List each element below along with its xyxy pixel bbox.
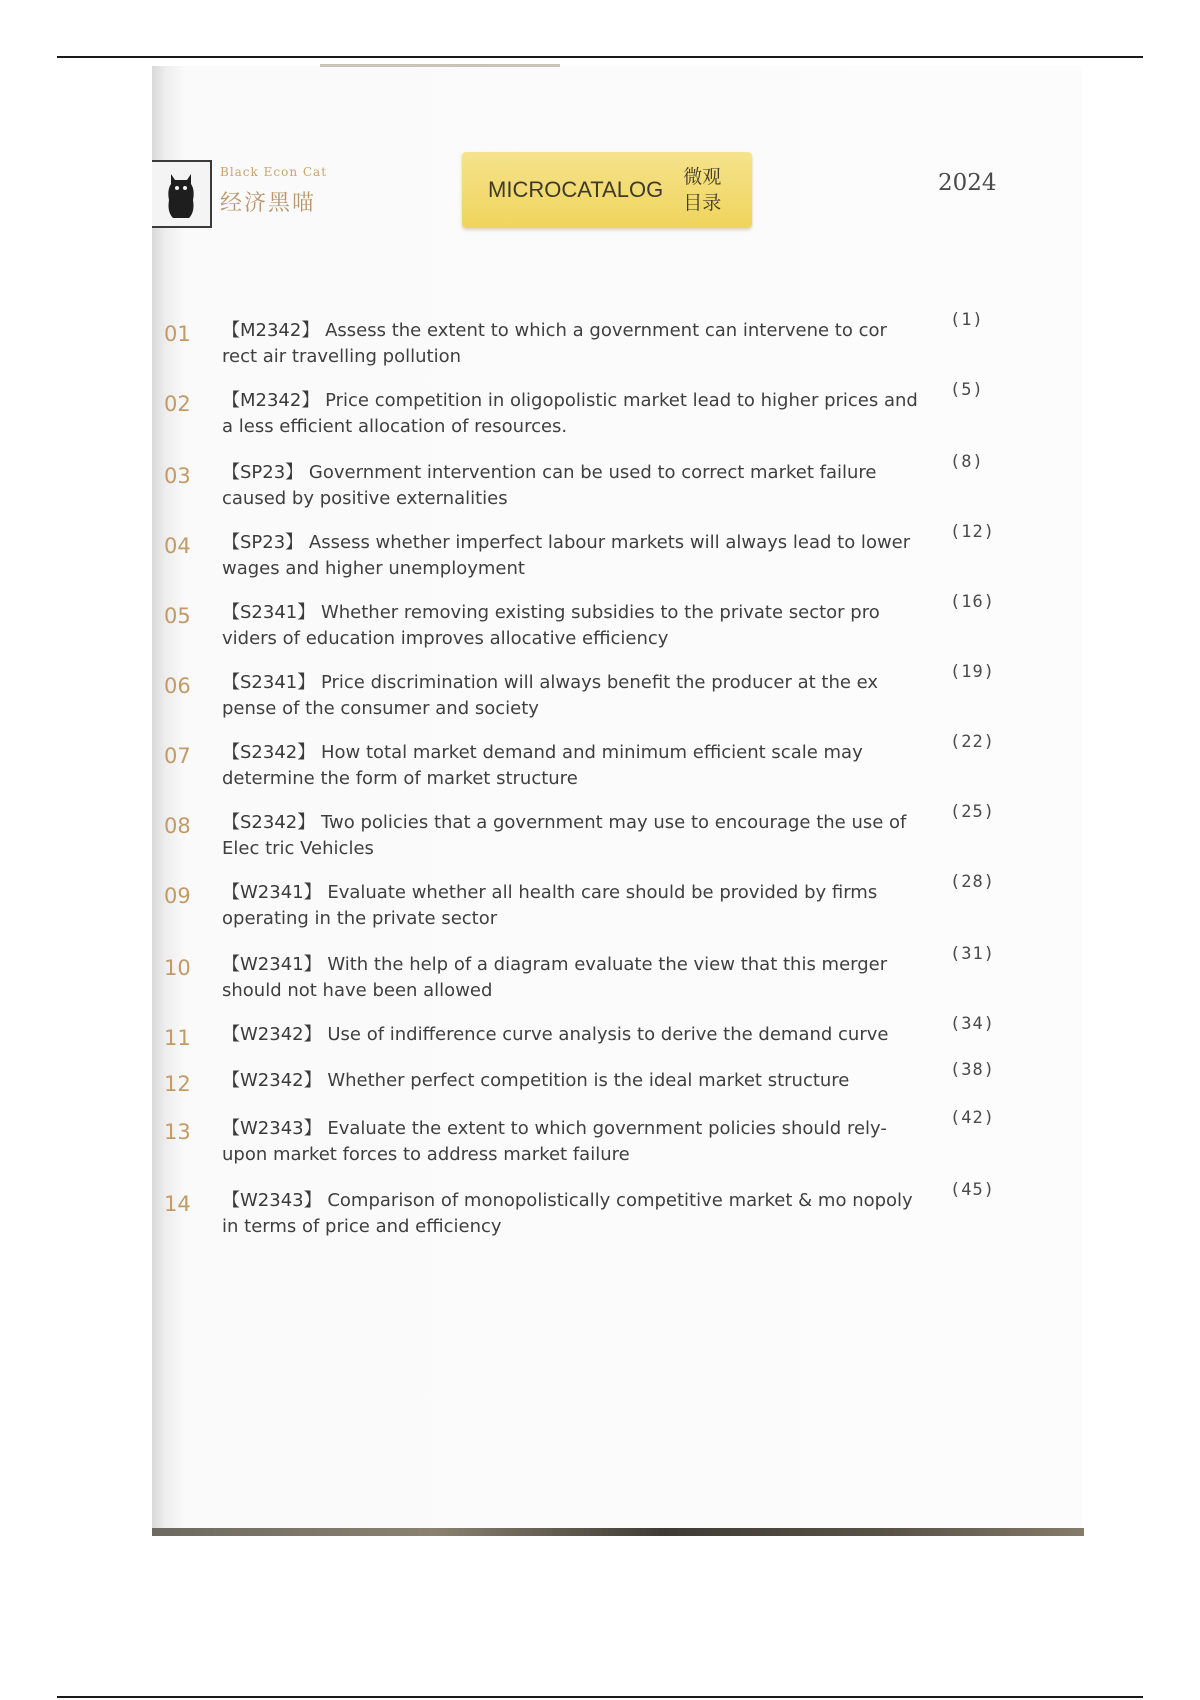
toc-code: 【W2342】 — [222, 1070, 322, 1091]
toc-page-number: (12) — [950, 522, 995, 542]
toc-number: 11 — [164, 1026, 191, 1050]
toc-entry — [160, 522, 1000, 590]
toc-page-number: (5) — [950, 380, 984, 400]
toc-number: 02 — [164, 392, 191, 416]
toc-title-text: With the help of a diagram evaluate the view that this merger should not have been allowed — [222, 954, 888, 1001]
toc-entry — [160, 380, 1000, 448]
toc-title — [222, 740, 922, 792]
toc-title-text: Two policies that a government may use to encourage the use of Elec tric Vehicles — [222, 812, 907, 859]
toc-page-number: (25) — [950, 802, 995, 822]
toc-code: 【S2342】 — [222, 742, 316, 763]
toc-entry — [160, 732, 1000, 800]
toc-number: 05 — [164, 604, 191, 628]
toc-number: 01 — [164, 322, 191, 346]
toc-title-text: Evaluate whether all health care should be provided by firms operating in the private sector — [222, 882, 878, 929]
toc-title — [222, 880, 922, 932]
toc-title-text: Assess the extent to which a government can intervene to cor rect air travelling pollution — [222, 320, 887, 367]
toc-code: 【W2342】 — [222, 1024, 322, 1045]
catalog-title-zh-line1: 微观 — [683, 166, 722, 188]
toc-code: 【SP23】 — [222, 462, 304, 483]
toc-entry — [160, 310, 1000, 378]
toc-code: 【S2342】 — [222, 812, 316, 833]
toc-title-text: Government intervention can be used to correct market failure caused by positive externalities — [222, 462, 877, 509]
toc-title — [222, 318, 922, 370]
toc-number: 10 — [164, 956, 191, 980]
toc-title — [222, 810, 922, 862]
toc-title-text: How total market demand and minimum efficient scale may determine the form of market structure — [222, 742, 863, 789]
toc-entry — [160, 802, 1000, 870]
toc-page-number: (8) — [950, 452, 984, 472]
toc-code: 【M2342】 — [222, 320, 320, 341]
toc-entry — [160, 944, 1000, 1012]
toc-title — [222, 460, 922, 512]
toc-number: 03 — [164, 464, 191, 488]
toc-page-number: (34) — [950, 1014, 995, 1034]
toc-title — [222, 600, 922, 652]
toc-title-text: Use of indifference curve analysis to derive the demand curve — [327, 1024, 889, 1045]
toc-title — [222, 388, 922, 440]
toc-code: 【S2341】 — [222, 602, 316, 623]
toc-number: 13 — [164, 1120, 191, 1144]
toc-entry — [160, 1108, 1000, 1176]
logo-text-zh: 经济黑喵 — [220, 191, 317, 216]
toc-page-number: (16) — [950, 592, 995, 612]
toc-code: 【S2341】 — [222, 672, 316, 693]
toc-code: 【W2341】 — [222, 882, 322, 903]
toc-title-text: Evaluate the extent to which government policies should rely-upon market forces to address market failure — [222, 1118, 887, 1165]
toc-entry — [160, 592, 1000, 660]
toc-title — [222, 1116, 922, 1168]
toc-title — [222, 530, 922, 582]
toc-code: 【SP23】 — [222, 532, 304, 553]
toc-number: 12 — [164, 1072, 191, 1096]
toc-title — [222, 952, 922, 1004]
catalog-title-zh-line2: 目录 — [683, 192, 722, 214]
catalog-title-en: MICROCATALOG — [488, 177, 664, 202]
toc-number: 07 — [164, 744, 191, 768]
toc-title — [222, 1188, 922, 1240]
toc-entry — [160, 662, 1000, 730]
toc-page-number: (28) — [950, 872, 995, 892]
toc-title-text: Comparison of monopolistically competitive market & mo nopoly in terms of price and efficiency — [222, 1190, 913, 1237]
toc-page-number: (42) — [950, 1108, 995, 1128]
year-label: 2024 — [938, 170, 997, 196]
toc-number: 09 — [164, 884, 191, 908]
toc-page-number: (19) — [950, 662, 995, 682]
toc-title-text: Whether removing existing subsidies to the private sector pro viders of education improves allocative efficiency — [222, 602, 880, 649]
toc-page-number: (45) — [950, 1180, 995, 1200]
toc-number: 04 — [164, 534, 191, 558]
toc-title-text: Whether perfect competition is the ideal market structure — [327, 1070, 850, 1091]
toc-title-text: Price discrimination will always benefit the producer at the ex pense of the consumer and society — [222, 672, 879, 719]
toc-entry — [160, 1180, 1000, 1248]
toc-entry — [160, 872, 1000, 940]
toc-page-number: (38) — [950, 1060, 995, 1080]
toc-code: 【W2343】 — [222, 1190, 322, 1211]
toc-page-number: (1) — [950, 310, 984, 330]
toc-title — [222, 1068, 922, 1094]
toc-page-number: (22) — [950, 732, 995, 752]
logo-text-en: Black Econ Cat — [220, 165, 328, 179]
toc-title — [222, 1022, 922, 1048]
toc-code: 【W2341】 — [222, 954, 322, 975]
toc-number: 14 — [164, 1192, 191, 1216]
toc-entry — [160, 452, 1000, 520]
toc-number: 08 — [164, 814, 191, 838]
toc-title-text: Assess whether imperfect labour markets will always lead to lower wages and higher unemployment — [222, 532, 911, 579]
toc-page-number: (31) — [950, 944, 995, 964]
toc-code: 【M2342】 — [222, 390, 320, 411]
toc-title — [222, 670, 922, 722]
toc-title-text: Price competition in oligopolistic market lead to higher prices and a less efficient allocation of resources. — [222, 390, 918, 437]
toc-code: 【W2343】 — [222, 1118, 322, 1139]
toc-number: 06 — [164, 674, 191, 698]
